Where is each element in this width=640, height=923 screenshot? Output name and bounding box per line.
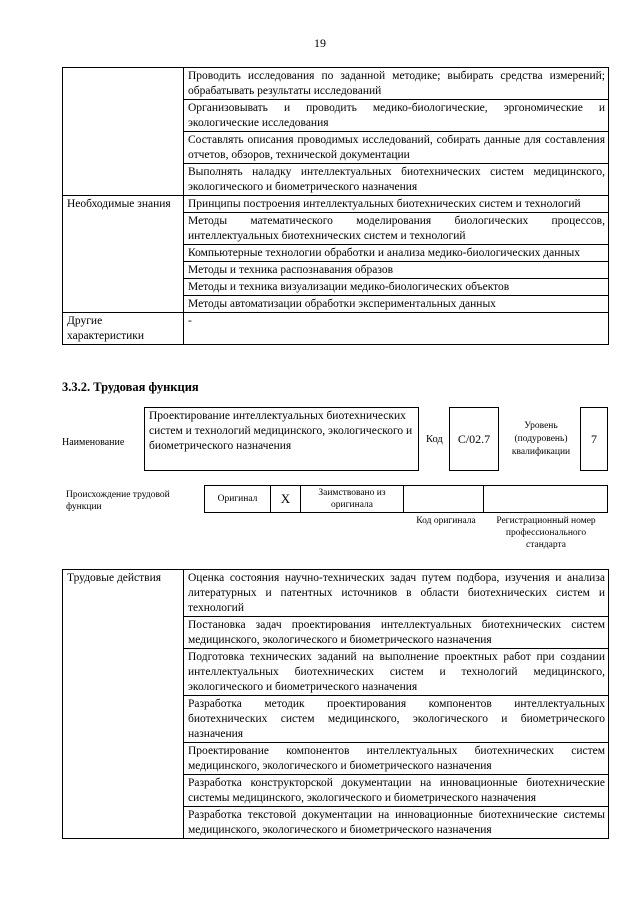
table-cell: Разработка текстовой документации на инновационные биотехнические системы медицинского, экологического и биометрического назначения [184,807,609,839]
table-cell: Методы математического моделирования биологических процессов, интеллектуальных биотехнических систем и технологий [184,213,609,245]
table-row [63,196,609,213]
table-row [63,313,609,345]
row-label: Трудовые действия [63,570,184,839]
original-mark: X [271,486,301,512]
row-label [63,68,184,196]
level-value: 7 [580,407,608,471]
origin-row [204,485,608,513]
page-number: 19 [314,36,326,50]
reg-number-caption: Регистрационный номер профессионального стандарта [496,516,596,550]
table-cell: Составлять описания проводимых исследований, собирать данные для составления отчетов, обзоров, технической документации [184,132,609,164]
table-cell: Разработка методик проектирования компонентов интеллектуальных биотехнических систем медицинского, экологического и биометрического назначения [184,696,609,743]
borrowed-label: Заимствовано из оригинала [301,486,404,512]
labor-actions-table [62,569,609,839]
table-cell: Организовывать и проводить медико-биологические, эргономические и экологические исследования [184,100,609,132]
section-heading: 3.3.2. Трудовая функция [62,380,199,394]
row-label: Необходимые знания [63,196,184,313]
table-cell: Проектирование компонентов интеллектуальных биотехнических систем медицинского, экологического и биометрического назначения [184,743,609,775]
table-cell: Подготовка технических заданий на выполнение проектных работ при создании интеллектуальных биотехнических систем и технологий медицинского, экологического и биометрического назначения [184,649,609,696]
table-cell: Методы и техника распознавания образов [184,262,609,279]
name-label: Наименование [62,437,125,448]
table-cell: Методы автоматизации обработки экспериментальных данных [184,296,609,313]
table-cell: Проводить исследования по заданной методике; выбирать средства измерений; обрабатывать результаты исследований [184,68,609,100]
code-label: Код [426,434,443,445]
origin-label: Происхождение трудовой функции [66,490,170,512]
table-cell: - [184,313,609,345]
table-cell: Принципы построения интеллектуальных биотехнических систем и технологий [184,196,609,213]
table-cell: Разработка конструкторской документации на инновационные биотехнические системы медицинского, экологического и биометрического назначения [184,775,609,807]
row-label: Другие характеристики [63,313,184,345]
table-row [63,68,609,100]
code-value: C/02.7 [449,407,499,471]
reg-number-cell [484,486,607,512]
code-original-caption: Код оригинала [416,516,476,526]
level-label: Уровень (подуровень) квалификации [511,421,571,457]
original-label: Оригинал [205,486,271,512]
skills-knowledge-table [62,67,609,345]
code-original-cell [404,486,484,512]
table-cell: Оценка состояния научно-технических задач путем подбора, изучения и анализа литературных и патентных источников в области биотехнических систем и технологий [184,570,609,617]
table-cell: Выполнять наладку интеллектуальных биотехнических систем медицинского, экологического и биометрического назначения [184,164,609,196]
table-row [63,570,609,617]
table-cell: Постановка задач проектирования интеллектуальных биотехнических систем медицинского, экологического и биометрического назначения [184,617,609,649]
table-cell: Методы и техника визуализации медико-биологических объектов [184,279,609,296]
table-cell: Компьютерные технологии обработки и анализа медико-биологических данных [184,245,609,262]
function-name-box: Проектирование интеллектуальных биотехнических систем и технологий медицинского, экологического и биометрического назначения [144,407,419,471]
